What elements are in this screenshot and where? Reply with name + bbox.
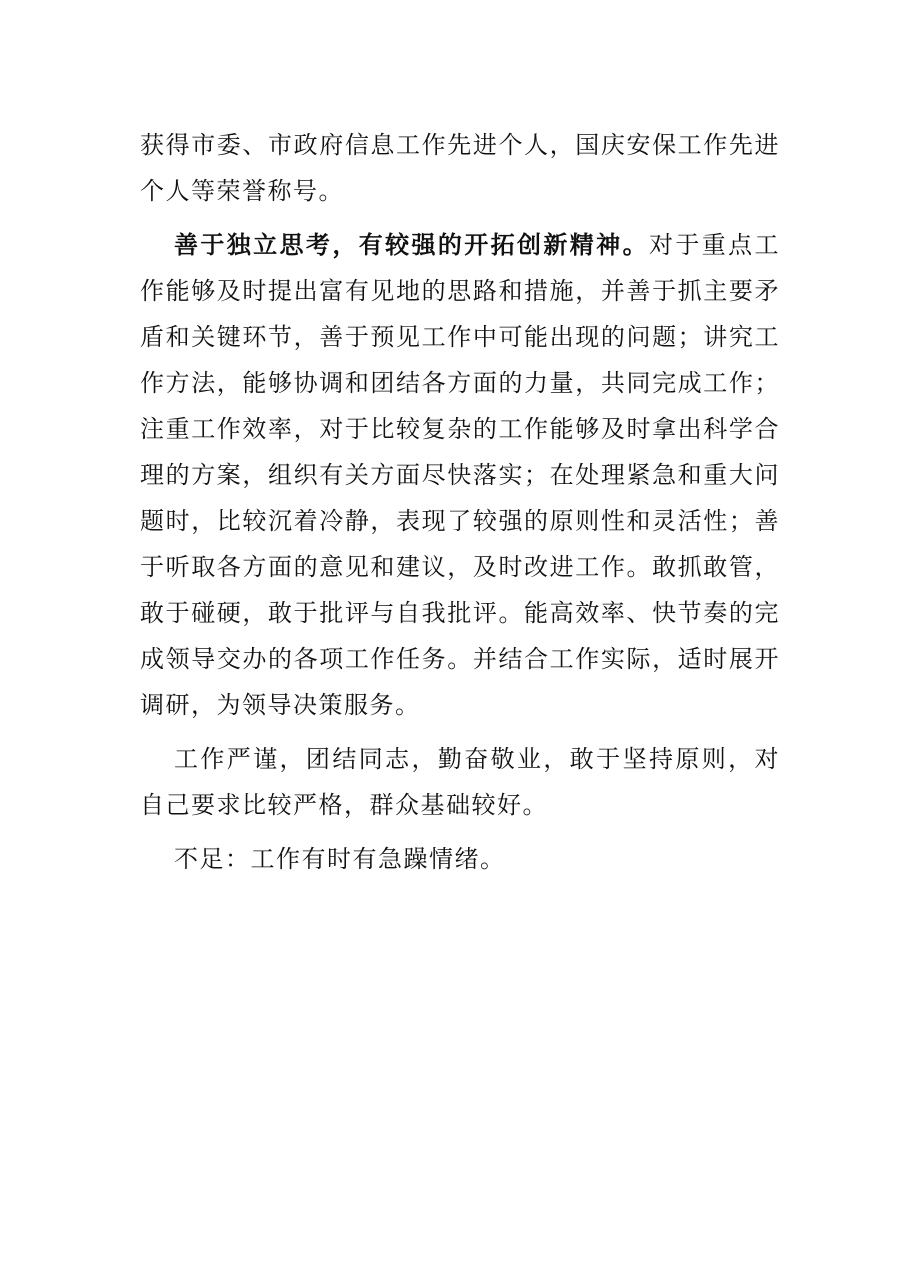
paragraph-honors <box>140 122 780 214</box>
paragraph-innovation <box>140 222 780 728</box>
paragraph-innovation-text: 对于重点工作能够及时提出富有见地的思路和措施，并善于抓主要矛盾和关键环节，善于预见工作中可能出现的问题；讲究工作方法，能够协调和团结各方面的力量，共同完成工作；注重工作效率，对于比较复杂的工作能够及时拿出科学合理的方案，组织有关方面尽快落实；在处理紧急和重大问题时，比较沉着冷静，表现了较强的原则性和灵活性；善于听取各方面的意见和建议，及时改进工作。敢抓敢管，敢于碰硬，敢于批评与自我批评。能高效率、快节奏的完成领导交办的各项工作任务。并结合工作实际，适时展开调研，为领导决策服务。 <box>140 231 780 719</box>
paragraph-innovation-lead: 善于独立思考，有较强的开拓创新精神。 <box>174 230 649 259</box>
paragraph-work-attitude-text: 工作严谨，团结同志，勤奋敬业，敢于坚持原则，对自己要求比较严格，群众基础较好。 <box>140 745 780 819</box>
paragraph-shortcomings <box>140 836 780 882</box>
paragraph-shortcomings-text: 不足：工作有时有急躁情绪。 <box>174 845 506 873</box>
paragraph-work-attitude <box>140 736 780 828</box>
document-body <box>140 122 780 882</box>
paragraph-honors-text: 获得市委、市政府信息工作先进个人，国庆安保工作先进个人等荣誉称号。 <box>140 131 780 205</box>
